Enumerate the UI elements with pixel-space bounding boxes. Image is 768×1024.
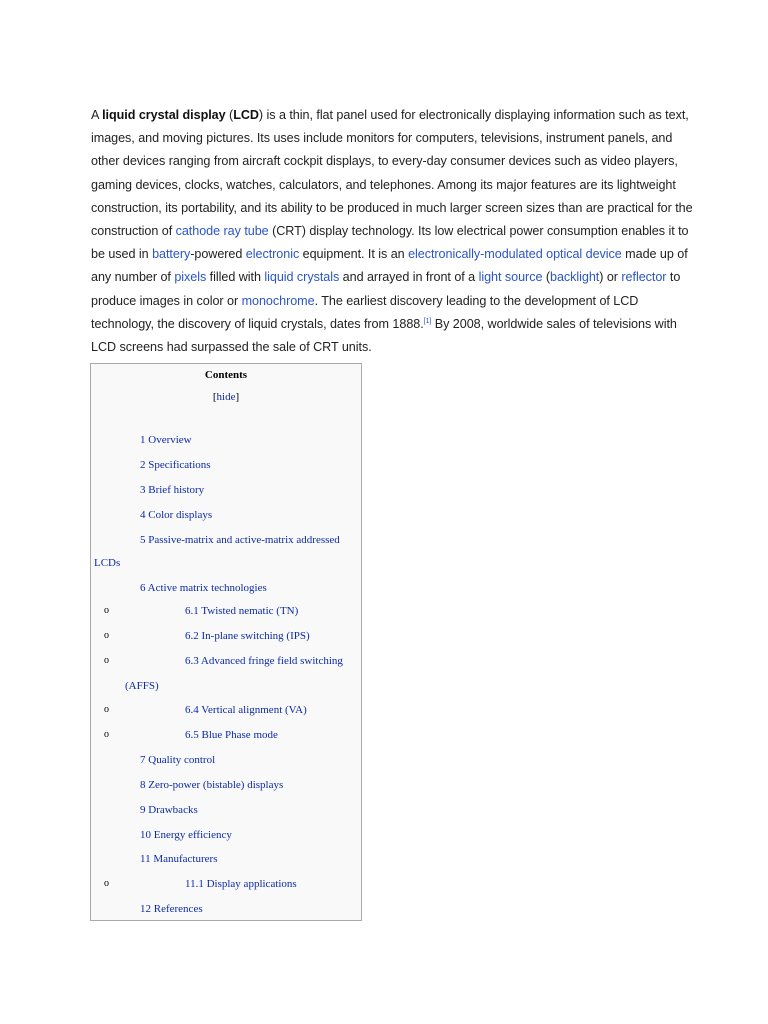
link-monochrome[interactable]: monochrome [241,293,315,308]
article-body [91,104,693,359]
toc-item-references[interactable]: 12 References [140,903,203,915]
bullet-marker: o [104,878,109,889]
link-battery[interactable]: battery [152,247,191,262]
text: filled with [206,270,265,285]
toc-item-quality-control[interactable]: 7 Quality control [140,754,216,766]
link-reflector[interactable]: reflector [621,270,667,285]
toc-item-in-plane-switching[interactable]: 6.2 In-plane switching (IPS) [185,630,310,642]
toc-item-manufacturers[interactable]: 11 Manufacturers [140,853,218,865]
toc-item-energy-efficiency[interactable]: 10 Energy efficiency [140,829,232,841]
toc-item-overview[interactable]: 1 Overview [140,434,192,446]
bracket-open: [ [212,391,217,403]
text: (CRT) display technology. Its low electrical power consumption enables it to be used in [91,224,689,262]
toc-hide-toggle [91,391,361,403]
text: ) is a thin, flat panel used for electronically displaying information such as text, images, and moving pictures. Its uses include monitors for computers, televisions, instrument panels, and other devices ranging from aircraft cockpit displays, to every-day consumer devices such as video players, gaming devices, clocks, watches, calculators, and telephones. Among its major features are its lightweight construction, its portability, and its ability to be produced in much larger screen sizes than are practical for the construction of [91,108,693,239]
toc-item-passive-active-matrix-cont[interactable]: LCDs [94,557,121,569]
toc-item-affs[interactable]: 6.3 Advanced fringe field switching [185,655,343,667]
text: ( [542,270,550,285]
text: ( [225,108,234,122]
toc-item-color-displays[interactable]: 4 Color displays [140,509,213,521]
text: equipment. It is an [299,247,409,262]
text: made up of any number of [91,247,688,285]
link-liquid-crystals[interactable]: liquid crystals [264,270,340,285]
bullet-marker: o [104,605,109,616]
bullet-marker: o [104,729,109,740]
text: A [91,108,103,122]
reference-link-1[interactable]: [1] [423,317,432,325]
bullet-marker: o [104,630,109,641]
toc-item-blue-phase-mode[interactable]: 6.5 Blue Phase mode [185,729,278,741]
toc-hide-link[interactable]: hide [216,391,236,403]
toc-item-active-matrix-technologies[interactable]: 6 Active matrix technologies [140,582,267,594]
bullet-marker: o [104,704,109,715]
toc-item-twisted-nematic[interactable]: 6.1 Twisted nematic (TN) [185,605,299,617]
link-pixels[interactable]: pixels [174,270,207,285]
bullet-marker: o [104,655,109,666]
text: to produce images in color or [91,270,681,308]
toc-item-passive-active-matrix[interactable]: 5 Passive-matrix and active-matrix addressed [140,534,340,546]
link-light-source[interactable]: light source [478,270,543,285]
bracket-close: ] [235,391,240,403]
text: . The earliest discovery leading to the development of LCD technology, the discovery of liquid crystals, dates from 1888. [91,293,639,331]
table-of-contents [90,363,362,921]
toc-item-affs-cont[interactable]: (AFFS) [125,680,159,692]
text: and arrayed in front of a [339,270,479,285]
link-electronically-modulated-optical-device[interactable]: electronically-modulated optical device [408,247,622,262]
link-backlight[interactable]: backlight [550,270,600,285]
toc-item-drawbacks[interactable]: 9 Drawbacks [140,804,198,816]
toc-item-zero-power-displays[interactable]: 8 Zero-power (bistable) displays [140,779,284,791]
text: By 2008, worldwide sales of televisions with LCD screens had surpassed the sale of CRT units. [91,316,677,355]
text: -powered [190,247,246,262]
link-cathode-ray-tube[interactable]: cathode ray tube [175,224,269,239]
link-electronic[interactable]: electronic [245,247,300,262]
toc-item-brief-history[interactable]: 3 Brief history [140,484,205,496]
text: ) or [599,270,622,285]
term-liquid-crystal-display: liquid crystal display [102,108,226,122]
term-lcd: LCD [233,108,259,122]
toc-title: Contents [204,369,248,381]
toc-item-specifications[interactable]: 2 Specifications [140,459,211,471]
intro-paragraph [91,104,693,359]
toc-item-vertical-alignment[interactable]: 6.4 Vertical alignment (VA) [185,704,307,716]
toc-item-display-applications[interactable]: 11.1 Display applications [185,878,297,890]
